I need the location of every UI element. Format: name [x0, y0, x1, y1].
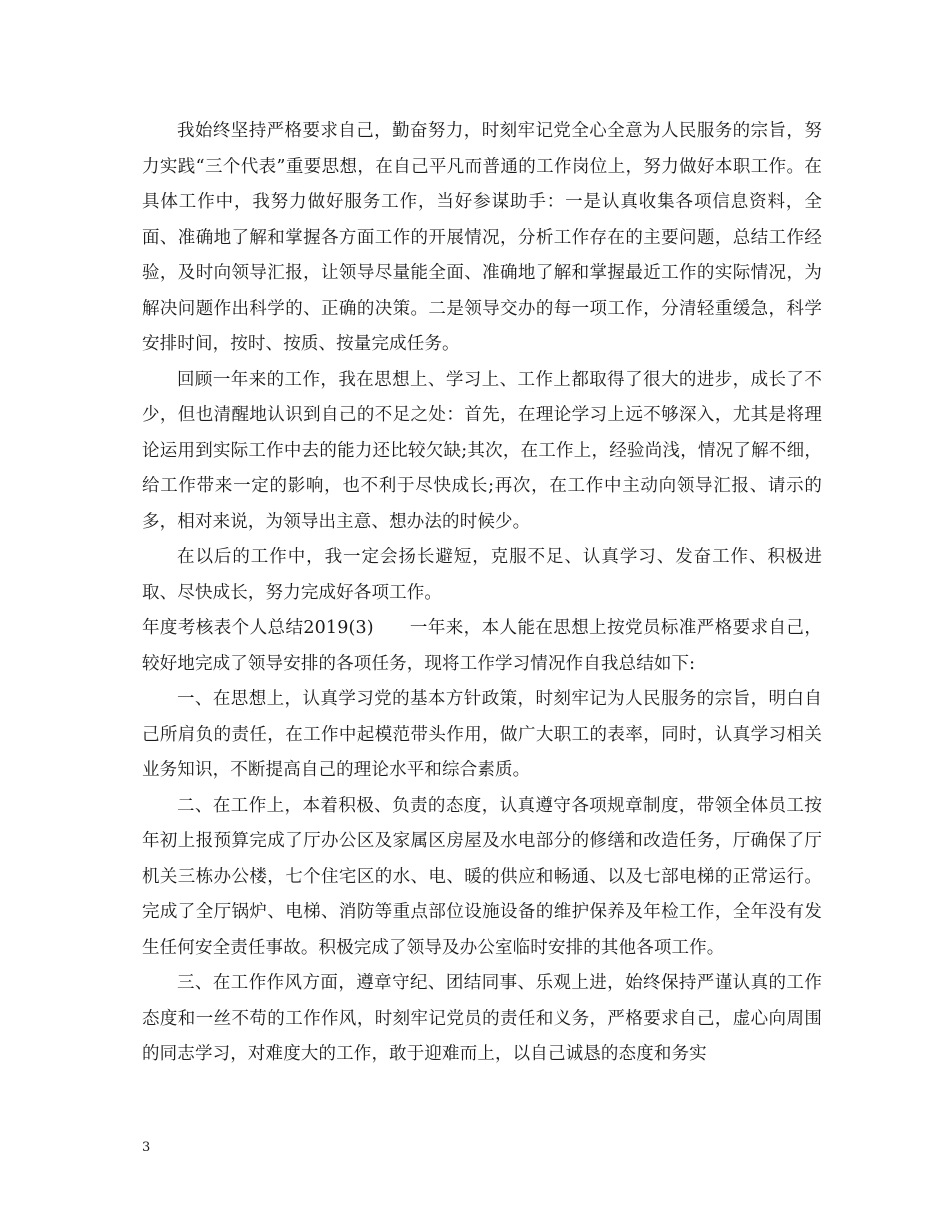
document-body	[142, 114, 822, 1073]
paragraph-ideology: 一、在思想上，认真学习党的基本方针政策，时刻牢记为人民服务的宗旨，明白自己所肩负的责任，在工作中起模范带头作用，做广大职工的表率，同时，认真学习相关业务知识，不断提高自己的理论水平和综合素质。	[142, 689, 822, 780]
paragraph-work: 二、在工作上，本着积极、负责的态度，认真遵守各项规章制度，带领全体员工按年初上报预算完成了厅办公区及家属区房屋及水电部分的修缮和改造任务，厅确保了厅机关三栋办公楼，七个住宅区的水、电、暖的供应和畅通、以及七部电梯的正常运行。完成了全厅锅炉、电梯、消防等重点部位设施设备的维护保养及年检工作，全年没有发生任何安全责任事故。积极完成了领导及办公室临时安排的其他各项工作。	[142, 795, 822, 958]
page-number: 3	[142, 1140, 151, 1155]
paragraph-self-requirements: 我始终坚持严格要求自己，勤奋努力，时刻牢记党全心全意为人民服务的宗旨，努力实践“三个代表”重要思想，在自己平凡而普通的工作岗位上，努力做好本职工作。在具体工作中，我努力做好服务工作，当好参谋助手：一是认真收集各项信息资料，全面、准确地了解和掌握各方面工作的开展情况，分析工作存在的主要问题，总结工作经验，及时向领导汇报，让领导尽量能全面、准确地了解和掌握最近工作的实际情况，为解决问题作出科学的、正确的决策。二是领导交办的每一项工作，分清轻重缓急，科学安排时间，按时、按质、按量完成任务。	[142, 121, 822, 354]
summary-intro-text: 一年来，本人能在思想上按党员标准严格要求自己，较好地完成了领导安排的各项任务，现将工作学习情况作自我总结如下:	[142, 618, 822, 674]
paragraph-future-work: 在以后的工作中，我一定会扬长避短，克服不足、认真学习、发奋工作、积极进取、尽快成长，努力完成好各项工作。	[142, 547, 822, 603]
paragraph-summary-intro	[142, 611, 822, 682]
paragraph-year-review: 回顾一年来的工作，我在思想上、学习上、工作上都取得了很大的进步，成长了不少，但也清醒地认识到自己的不足之处：首先，在理论学习上远不够深入，尤其是将理论运用到实际工作中去的能力还比较欠缺;其次，在工作上，经验尚浅，情况了解不细，给工作带来一定的影响，也不利于尽快成长;再次，在工作中主动向领导汇报、请示的多，相对来说，为领导出主意、想办法的时候少。	[142, 369, 822, 532]
paragraph-work-style: 三、在工作作风方面，遵章守纪、团结同事、乐观上进，始终保持严谨认真的工作态度和一丝不苟的工作作风，时刻牢记党员的责任和义务，严格要求自己，虚心向周围的同志学习，对难度大的工作，敢于迎难而上，以自己诚恳的态度和务实	[142, 973, 822, 1064]
section-title: 年度考核表个人总结2019(3)	[142, 618, 374, 638]
